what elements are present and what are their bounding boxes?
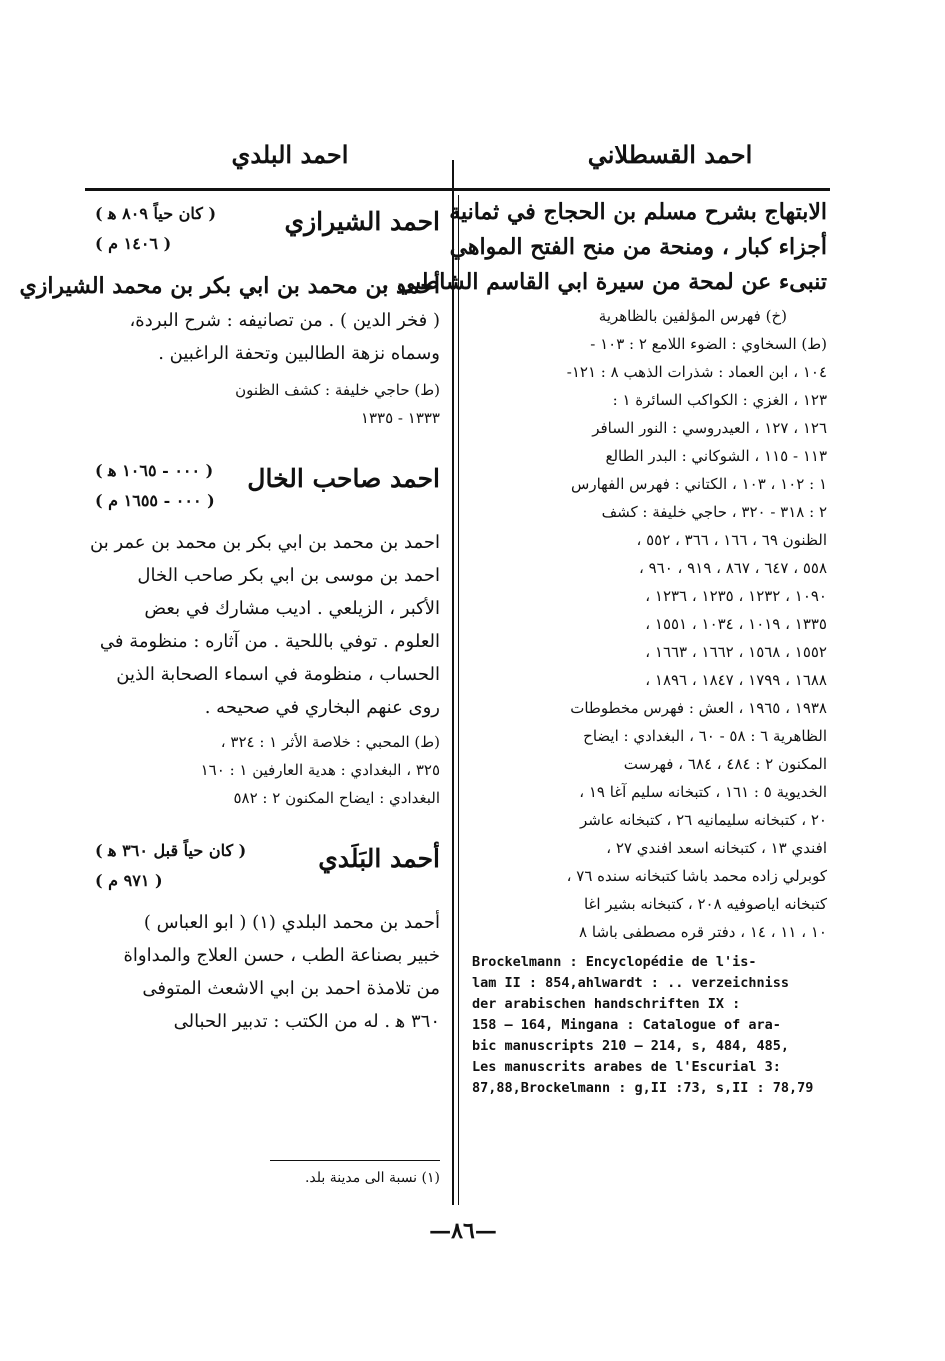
reference-line: ٢ : ٣١٨ - ٣٢٠ ، حاجي خليفة : كشف — [601, 503, 827, 521]
reference-line: كتبخانه اياصوفيه ٢٠٨ ، كتبخانه بشير اغا — [583, 895, 827, 913]
entry-name: احمد صاحب الخال — [247, 464, 440, 493]
reference-line: كوبرلي زاده محمد باشا كتبخانه سنده ٧٦ ، — [566, 867, 827, 885]
text-line: روى عنهم البخاري في صحيحه . — [204, 697, 440, 718]
column-divider — [452, 160, 454, 1205]
reference-line: ١٩٣٨ ، ١٩٦٥ ، العش : فهرس مخطوطات — [570, 699, 827, 717]
text-line: أحمد بن محمد بن ابي بكر بن محمد الشيرازي — [19, 273, 440, 299]
reference-line: ١ : ١٠٢ ، ١٠٣ ، الكتاني : فهرس الفهارس — [571, 475, 827, 493]
date-hijri: ( ٠٠٠ - ١٠٦٥ ﻫ ) — [95, 461, 214, 480]
reference-line: ١٠٤ ، ابن العماد : شذرات الذهب ٨ : ١٢١- — [566, 363, 827, 381]
right-column-title: احمد القسطلاني — [587, 140, 753, 169]
text-line: الحساب ، منظومة في اسماء الصحابة الذين — [116, 664, 440, 685]
entry-shirazi — [19, 199, 440, 432]
reference-line: ١٣٣٣ - ١٣٣٥ — [360, 409, 440, 427]
column-divider-inner — [458, 195, 459, 1205]
reference-line: ١٠ ، ١١ ، ١٤ ، دفتر قره مصطفى باشا ٨ — [579, 923, 827, 941]
entry-dates — [95, 456, 215, 516]
latin-line: Brockelmann : Encyclopédie de l'is- — [472, 954, 757, 970]
reference-line: ٣٢٥ ، البغدادي : هدية العارفين ١ : ١٦٠ — [200, 761, 440, 779]
text-line: ٣٦٠ ﻫ . له من الكتب : تدبير الحبالى — [173, 1011, 440, 1032]
text-line: احمد بن موسى بن ابي بكر صاحب الخال — [137, 565, 440, 586]
text-line: احمد بن محمد بن ابي بكر بن محمد بن عمر بن — [90, 532, 440, 553]
text-line: العلوم . توفي باللحية . من آثاره : منظومة في — [99, 631, 440, 652]
page-number: —٨٦— — [429, 1218, 497, 1244]
entry-sahib-al-khal — [90, 456, 440, 812]
latin-line: 87,88,Brockelmann : g,II :73, s,II : 78,79 — [472, 1080, 814, 1096]
right-references — [472, 302, 827, 946]
text-line: ( فخر الدين ) . من تصانيفه : شرح البردة، — [129, 310, 440, 331]
entry-baladi — [95, 836, 440, 1038]
latin-line: Les manuscrits arabes de l'Escurial 3: — [472, 1059, 781, 1075]
reference-line: ١٥٥٢ ، ١٥٦٨ ، ١٦٦٢ ، ١٦٦٣ ، — [645, 643, 827, 661]
reference-line: ١٠٩٠ ، ١٢٣٢ ، ١٢٣٥ ، ١٢٣٦ ، — [645, 587, 827, 605]
header-rule — [85, 188, 830, 191]
latin-references — [472, 952, 827, 1099]
reference-line: ١٣٣٥ ، ١٠١٩ ، ١٠٣٤ ، ١٥٥١ ، — [645, 615, 827, 633]
reference-line: الظنون ٦٩ ، ١٦٦ ، ٣٦٦ ، ٥٥٢ ، — [636, 531, 827, 549]
reference-line: (ط) السخاوي : الضوء اللامع ٢ : ١٠٣ - — [590, 335, 827, 353]
text-line: خبير بصناعة الطب ، حسن العلاج والمداواة — [123, 945, 440, 966]
entry-heading — [95, 836, 440, 906]
text-line: من تلامذة احمد بن ابي الاشعث المتوفى — [142, 978, 440, 999]
date-hijri: ( كان حياً قبل ٣٦٠ ﻫ ) — [95, 841, 247, 860]
reference-line: الظاهرية ٦ : ٥٨ - ٦٠ ، البغدادي : ايضاح — [583, 727, 827, 745]
text-line: أحمد بن محمد البلدي (١) ( ابو العباس ) — [143, 912, 440, 933]
reference-line: افندي ١٣ ، كتبخانه اسعد افندي ٢٧ ، — [606, 839, 827, 857]
footnote: (١) نسبة الى مدينة بلد. — [304, 1170, 440, 1186]
entry-heading — [95, 199, 440, 269]
reference-line: (ط) حاجي خليفة : كشف الظنون — [235, 381, 440, 399]
footnote-rule — [270, 1160, 440, 1161]
left-column — [19, 195, 440, 1038]
text-line: الأكبر ، الزيلعي . اديب مشارك في بعض — [144, 598, 440, 619]
entry-name: أحمد البَلَدي — [318, 844, 440, 873]
left-column-title: احمد البلدي — [231, 140, 349, 169]
entry-dates — [95, 199, 216, 259]
reference-line: البغدادي : ايضاح المكنون ٢ : ٥٨٢ — [233, 789, 440, 807]
right-body-text — [381, 195, 827, 300]
reference-line: ١٢٣ ، الغزي : الكواكب السائرة ١ : — [612, 391, 827, 409]
reference-line: ٥٥٨ ، ٦٤٧ ، ٨٦٧ ، ٩١٩ ، ٩٦٠ ، — [638, 559, 827, 577]
latin-line: lam II : 854,ahlwardt : .. verzeichniss — [472, 975, 789, 991]
entry-name: احمد الشيرازي — [284, 207, 440, 236]
date-gregorian: ( ١٤٠٦ م ) — [95, 234, 172, 253]
reference-line: المكنون ٢ : ٤٨٤ ، ٦٨٤ ، فهرست — [623, 755, 827, 773]
reference-line: ١٢٦ ، ١٢٧ ، العيدروسي : النور السافر — [592, 419, 827, 437]
entry-dates — [95, 836, 246, 896]
text-line: تنبىء عن لمحة من سيرة ابي القاسم الشاطبي . — [381, 269, 827, 295]
reference-line: (ط) المحبي : خلاصة الأثر ١ : ٣٢٤ ، — [220, 733, 440, 751]
reference-line: ٢٠ ، كتبخانه سليمانيه ٢٦ ، كتبخانه عاشر — [579, 811, 827, 829]
latin-line: bic manuscripts 210 — 214, s, 484, 485, — [472, 1038, 789, 1054]
reference-line: ١٦٨٨ ، ١٧٩٩ ، ١٨٤٧ ، ١٨٩٦ ، — [645, 671, 827, 689]
entry-heading — [95, 456, 440, 526]
reference-line: الخديوية ٥ : ١٦١ ، كتبخانه سليم آغا ١٩ ، — [579, 783, 827, 801]
reference-line: (خ) فهرس المؤلفين بالظاهرية — [598, 307, 787, 325]
text-line: وسماه نزهة الطالبين وتحفة الراغبين . — [158, 343, 440, 364]
date-gregorian: ( ٠٠٠ - ١٦٥٥ م ) — [95, 491, 215, 510]
reference-line: ١١٣ - ١١٥ ، الشوكاني : البدر الطالع — [605, 447, 827, 465]
latin-line: der arabischen handschriften IX : — [472, 996, 741, 1012]
text-line: أجزاء كبار ، ومنحة من منح الفتح المواهي — [449, 234, 827, 260]
date-hijri: ( كان حياً ٨٠٩ ﻫ ) — [95, 204, 217, 223]
date-gregorian: ( ٩٧١ م ) — [95, 871, 163, 890]
latin-line: 158 — 164, Mingana : Catalogue of ara- — [472, 1017, 781, 1033]
text-line: الابتهاج بشرح مسلم بن الحجاج في ثمانية — [449, 199, 827, 225]
